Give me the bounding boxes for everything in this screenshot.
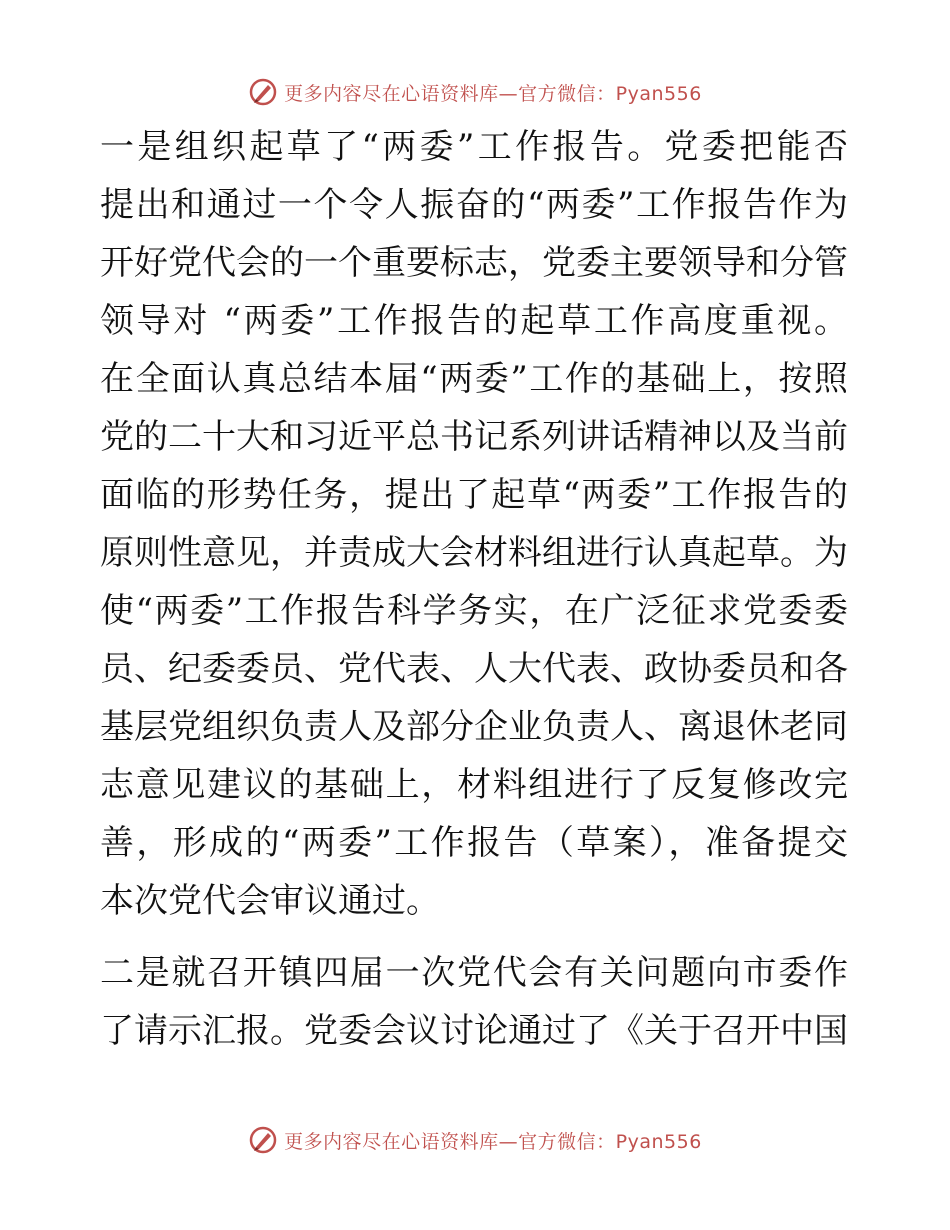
text-line: 二是就召开镇四届一次党代会有关问题向市委作 — [100, 953, 848, 993]
text-line: 员、纪委委员、党代表、人大代表、政协委员和各 — [100, 649, 848, 689]
pen-logo-icon — [248, 77, 278, 107]
pen-logo-icon — [248, 1125, 278, 1155]
text-line: 在全面认真总结本届“两委”工作的基础上，按照 — [100, 359, 848, 399]
footer-watermark — [0, 1120, 950, 1160]
text-line: 了请示汇报。党委会议讨论通过了《关于召开中国 — [100, 1011, 848, 1051]
text-line: 面临的形势任务，提出了起草“两委”工作报告的 — [100, 475, 848, 515]
document-body — [100, 118, 848, 1060]
text-line: 原则性意见，并责成大会材料组进行认真起草。为 — [100, 533, 848, 573]
text-line: 一是组织起草了“两委”工作报告。党委把能否 — [100, 127, 848, 167]
text-line: 本次党代会审议通过。 — [100, 881, 440, 921]
text-line: 开好党代会的一个重要标志，党委主要领导和分管 — [100, 243, 848, 283]
text-line: 使“两委”工作报告科学务实，在广泛征求党委委 — [100, 591, 848, 631]
header-watermark — [0, 72, 950, 112]
watermark-text: 更多内容尽在心语资料库—官方微信：Pyan556 — [284, 1130, 702, 1153]
text-line: 善，形成的“两委”工作报告（草案），准备提交 — [100, 823, 848, 863]
text-line: 领导对 “两委”工作报告的起草工作高度重视。 — [100, 301, 848, 341]
paragraph — [100, 118, 848, 930]
paragraph — [100, 944, 848, 1060]
text-line: 志意见建议的基础上，材料组进行了反复修改完 — [100, 765, 848, 805]
text-line: 党的二十大和习近平总书记系列讲话精神以及当前 — [100, 417, 848, 457]
watermark-text: 更多内容尽在心语资料库—官方微信：Pyan556 — [284, 82, 702, 105]
text-line: 提出和通过一个令人振奋的“两委”工作报告作为 — [100, 185, 848, 225]
text-line: 基层党组织负责人及部分企业负责人、离退休老同 — [100, 707, 848, 747]
